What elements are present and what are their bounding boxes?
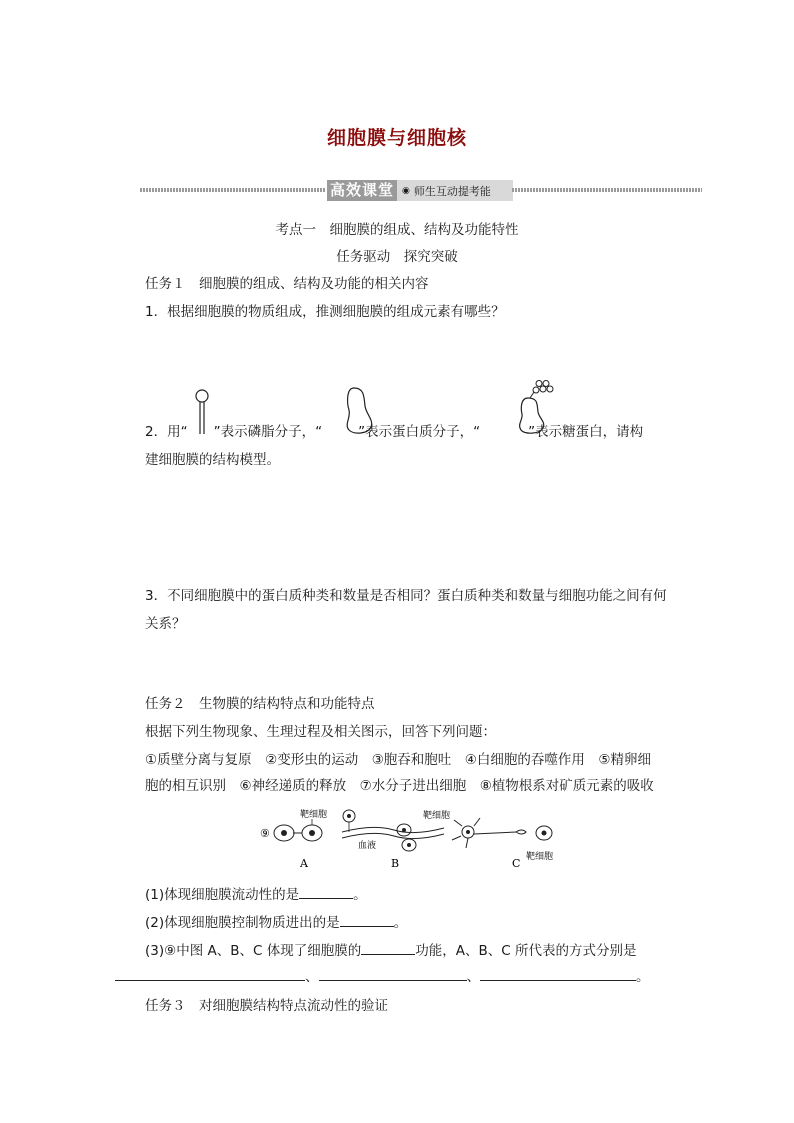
page-title: 细胞膜与细胞核 — [326, 127, 467, 149]
task1-title: 任务１ 细胞膜的组成、结构及功能的相关内容 — [145, 276, 429, 292]
answer-blank-6[interactable] — [480, 966, 636, 981]
q3-sep-2: 、 — [466, 969, 480, 985]
task2-question-3-line2 — [115, 966, 650, 987]
answer-blank-4[interactable] — [115, 966, 305, 981]
answer-blank-5[interactable] — [319, 966, 467, 981]
q1-end: 。 — [353, 887, 367, 903]
q1-text: (1)体现细胞膜流动性的是 — [145, 887, 300, 903]
blood-label: 血液 — [358, 841, 377, 851]
label-b: B — [391, 857, 400, 870]
panel-b — [342, 809, 450, 870]
section-banner — [140, 180, 702, 202]
task2-intro: 根据下列生物现象、生理过程及相关图示，回答下列问题： — [145, 724, 496, 740]
banner-label — [327, 180, 513, 201]
q3-text-a: (3)⑨中图 A、B、C 体现了细胞膜的 — [145, 943, 362, 959]
q2-text-part-4: ”表示糖蛋白，请构 — [528, 424, 644, 440]
panel-c — [452, 818, 553, 870]
task2-question-2 — [145, 912, 407, 933]
target-cell-label-c: 靶细胞 — [526, 852, 554, 862]
q3-sep-1: 、 — [305, 969, 319, 985]
target-cell-label-a: 靶细胞 — [300, 810, 328, 820]
task1-question-1: 1．根据细胞膜的物质组成，推测细胞膜的组成元素有哪些？ — [145, 304, 505, 320]
protein-icon — [342, 384, 376, 436]
bullet-icon: ◉ — [402, 185, 410, 196]
task1-question-3-line2: 关系？ — [145, 616, 186, 632]
target-cell-label-b: 靶细胞 — [423, 811, 451, 821]
label-c: C — [512, 857, 521, 870]
q2-text-part-3: ”表示蛋白质分子，“ — [358, 424, 481, 440]
cell-communication-figure — [254, 804, 572, 874]
task2-question-3 — [145, 940, 636, 961]
q3-end: 。 — [636, 969, 650, 985]
banner-rule-right — [512, 188, 702, 192]
panel-a — [260, 808, 327, 870]
label-a: A — [300, 857, 308, 870]
q3-text-b: 功能，A、B、C 所代表的方式分别是 — [415, 943, 637, 959]
task1-question-3: 3．不同细胞膜中的蛋白质种类和数量是否相同？蛋白质种类和数量与细胞功能之间有何 — [145, 588, 667, 604]
task3-title: 任务３ 对细胞膜结构特点流动性的验证 — [145, 998, 388, 1014]
task2-items-line1: ①质壁分离与复原 ②变形虫的运动 ③胞吞和胞吐 ④白细胞的吞噬作用 ⑤精卵细 — [145, 752, 652, 768]
task1-question-2 — [145, 422, 643, 442]
task1-question-2-line2: 建细胞膜的结构模型。 — [145, 452, 280, 468]
banner-sub-text: 师生互动提考能 — [413, 184, 491, 198]
q2-end: 。 — [393, 915, 408, 931]
answer-blank-1[interactable] — [299, 884, 353, 899]
glycoprotein-icon — [512, 380, 560, 436]
task2-items-line2: 胞的相互识别 ⑥神经递质的释放 ⑦水分子进出细胞 ⑧植物根系对矿质元素的吸收 — [145, 778, 654, 794]
q2-text-part-2: ”表示磷脂分子，“ — [213, 424, 323, 440]
task2-question-1 — [145, 884, 367, 905]
answer-blank-2[interactable] — [340, 912, 394, 927]
task2-title: 任务２ 生物膜的结构特点和功能特点 — [145, 696, 375, 712]
figure-marker: ⑨ — [260, 827, 270, 840]
q2-text: (2)体现细胞膜控制物质进出的是 — [145, 915, 340, 931]
phospholipid-icon — [190, 388, 214, 440]
answer-blank-3[interactable] — [361, 940, 415, 955]
banner-rule-left — [140, 188, 326, 192]
q2-text-part-1: 2．用“ — [145, 424, 188, 440]
banner-main-text: 高效课堂 — [327, 180, 397, 201]
section-heading: 考点一 细胞膜的组成、结构及功能特性 — [275, 222, 519, 238]
section-subheading: 任务驱动 探究突破 — [336, 249, 458, 265]
